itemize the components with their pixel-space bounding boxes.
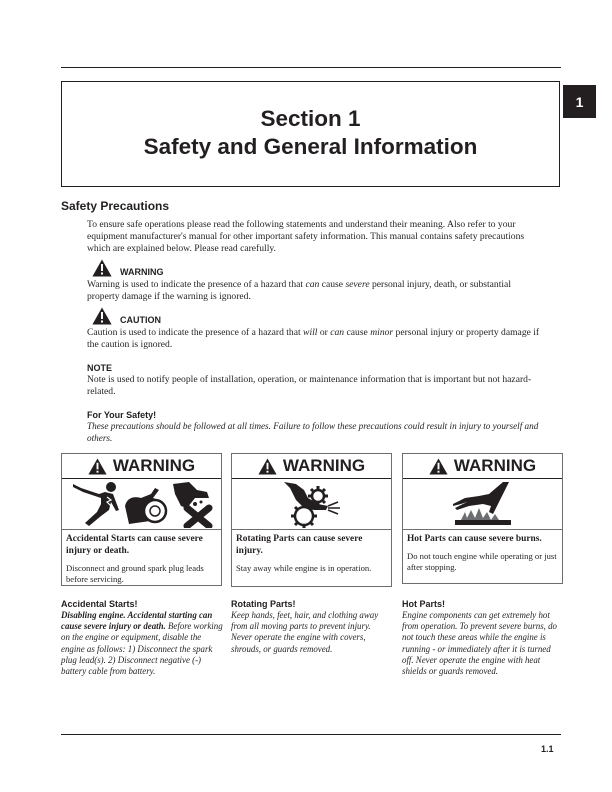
text-segment: Warning is used to indicate the presence of a hazard that <box>87 279 306 290</box>
safety-precautions-heading: Safety Precautions <box>61 199 170 213</box>
sign-instruction: Do not touch engine while operating or just after stopping. <box>407 551 557 572</box>
warning-triangle-icon <box>88 458 107 475</box>
text-segment: personal injury or property damage if the caution is ignored. <box>87 327 540 350</box>
hot-parts-pictogram <box>403 479 562 530</box>
text-segment: Caution is used to indicate the presence of a hazard that <box>87 327 304 338</box>
hazard-column-accidental-starts <box>61 599 223 677</box>
for-your-safety-heading: For Your Safety! <box>87 410 157 420</box>
emphasis-can: can <box>330 327 345 338</box>
hazard-text <box>231 610 393 655</box>
warning-triangle-icon <box>429 458 448 475</box>
hazard-bold-lead: Disabling engine. Accidental starting can cause severe injury or death. <box>61 610 213 632</box>
intro-paragraph: To ensure safe operations please read the following statements and understand their meaning. Also refer to your equipment manufacturer's manual for other important safety information. This manual contains safety precautions which are explained below. Please read carefully. <box>87 219 525 254</box>
section-name-title: Safety and General Information <box>143 134 478 159</box>
warning-sign-accidental-starts <box>61 453 222 586</box>
emphasis-can: can <box>305 279 320 290</box>
hazard-body: Keep hands, feet, hair, and clothing away from all moving parts to prevent injury. Never operate the engine with covers, shrouds, or guards removed. <box>231 610 379 654</box>
section-number-title: Section 1 <box>260 106 361 131</box>
text-segment: personal injury, death, or substantial property damage if the warning is ignored. <box>87 279 511 302</box>
sign-caption: Accidental Starts can cause severe injury or death. <box>66 534 203 556</box>
accidental-start-icon <box>67 480 217 528</box>
sign-header-label: WARNING <box>282 456 366 475</box>
top-rule <box>61 67 561 68</box>
sign-caption: Hot Parts can cause severe burns. <box>407 534 542 544</box>
caution-definition-text <box>87 327 542 351</box>
rotating-gears-icon <box>282 480 342 528</box>
hazard-heading: Rotating Parts! <box>231 599 296 609</box>
for-your-safety-text: These precautions should be followed at all times. Failure to follow these precautions could result in injury to yourself and others. <box>87 421 539 443</box>
warning-triangle-icon <box>258 458 277 475</box>
warning-label: WARNING <box>120 267 164 277</box>
sign-caption: Rotating Parts can cause severe injury. <box>236 534 363 556</box>
hazard-heading: Hot Parts! <box>402 599 446 609</box>
note-definition <box>87 363 542 398</box>
hazard-column-hot-parts <box>402 599 564 677</box>
sign-instruction: Disconnect and ground spark plug leads before servicing. <box>66 563 204 584</box>
for-your-safety <box>87 410 542 444</box>
note-text: Note is used to notify people of installation, operation, or maintenance information that is important but not hazard-related. <box>87 374 532 397</box>
warning-triangle-icon <box>92 259 112 277</box>
sign-instruction: Stay away while engine is in operation. <box>236 563 372 573</box>
sign-header-label: WARNING <box>453 456 537 475</box>
emphasis-will: will <box>303 327 318 338</box>
emphasis-minor: minor <box>370 327 394 338</box>
caution-definition-heading <box>92 307 161 325</box>
hazard-text <box>61 610 223 677</box>
section-title-box <box>61 81 560 187</box>
bottom-rule <box>61 734 561 735</box>
warning-sign-hot-parts <box>402 453 563 584</box>
hazard-heading: Accidental Starts! <box>61 599 138 609</box>
sign-header <box>232 454 391 479</box>
sign-header <box>62 454 221 479</box>
hazard-body: Before working on the engine or equipment, disable the engine as follows: 1) Disconnect the spark plug lead(s). 2) Disconnect negative (-) battery cable from battery. <box>61 621 223 677</box>
section-tab: 1 <box>563 85 596 118</box>
rotating-parts-pictogram <box>232 479 391 530</box>
hazard-body: Engine components can get extremely hot from operation. To prevent severe burns, do not touch these areas while the engine is running - or immediately after it is turned off. Never operate the engine with heat shields or guards removed. <box>402 610 557 677</box>
note-label: NOTE <box>87 363 113 373</box>
warning-definition-heading <box>92 259 164 277</box>
emphasis-severe: severe <box>345 279 370 290</box>
text-segment: cause <box>319 279 346 290</box>
warning-sign-rotating-parts <box>231 453 392 587</box>
page-number: 1.1 <box>541 744 554 754</box>
text-segment: cause <box>344 327 371 338</box>
sign-header-label: WARNING <box>112 456 196 475</box>
hazard-text <box>402 610 564 677</box>
hot-surface-hand-icon <box>443 480 523 528</box>
accidental-start-pictogram <box>62 479 221 530</box>
sign-header <box>403 454 562 479</box>
warning-triangle-icon <box>92 307 112 325</box>
caution-label: CAUTION <box>120 315 161 325</box>
text-segment: or <box>317 327 331 338</box>
hazard-column-rotating-parts <box>231 599 393 655</box>
warning-definition-text <box>87 279 542 303</box>
